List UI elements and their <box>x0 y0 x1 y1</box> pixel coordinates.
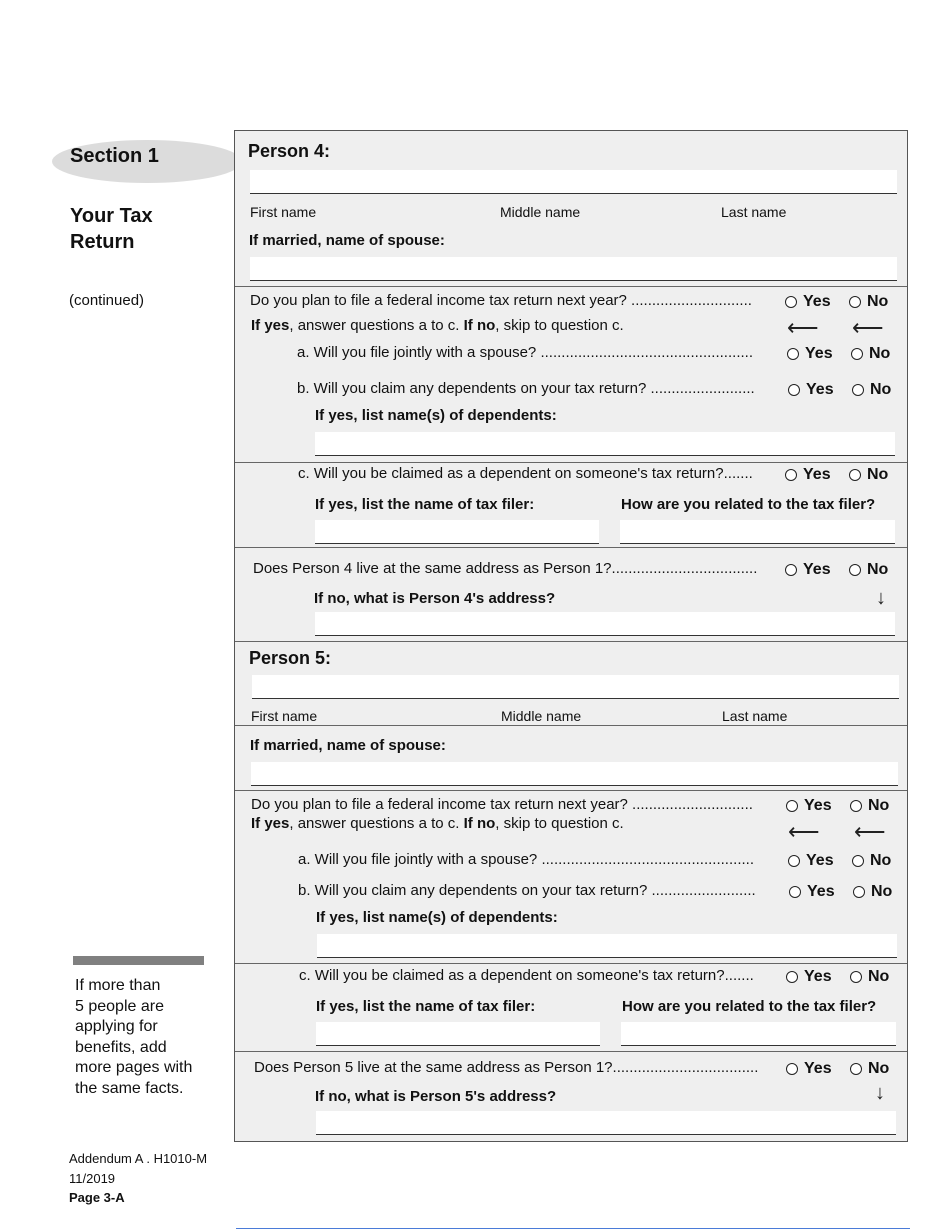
p4-file-yes-radio[interactable] <box>785 293 831 311</box>
divider <box>235 286 907 287</box>
return-arrow-icon: ⟵ <box>788 819 820 844</box>
person4-tax-filer-input[interactable] <box>315 520 599 544</box>
yes-label: Yes <box>805 345 833 362</box>
radio-circle <box>788 384 800 396</box>
yes-label: Yes <box>804 797 832 814</box>
yes-label: Yes <box>806 381 834 398</box>
person5-title: Person 5: <box>249 648 332 668</box>
bottom-rule <box>236 1228 910 1229</box>
person5-address-input[interactable] <box>316 1111 896 1135</box>
q-same-address: Does Person 4 live at the same address as Person 1?................................... <box>253 560 758 577</box>
radio-circle <box>785 469 797 481</box>
if-yes-instruction <box>251 815 624 832</box>
divider <box>235 1051 907 1052</box>
yes-label: Yes <box>804 968 832 985</box>
p5-file-yes-radio[interactable] <box>786 797 832 815</box>
p5-dependents-yes-radio[interactable] <box>789 883 835 901</box>
yes-label: Yes <box>807 883 835 900</box>
person5-spouse-input[interactable] <box>251 762 898 786</box>
no-label: No <box>870 381 892 398</box>
divider <box>235 641 907 642</box>
note-divider <box>73 956 204 965</box>
person4-name-input[interactable] <box>250 170 897 194</box>
yes-label: Yes <box>803 561 831 578</box>
no-label: No <box>867 561 889 578</box>
instr-end: , skip to question c. <box>495 815 624 832</box>
p5-file-no-radio[interactable] <box>850 797 889 815</box>
address-label: If no, what is Person 4's address? <box>314 590 556 607</box>
p4-jointly-yes-radio[interactable] <box>787 345 833 363</box>
page-number: Page 3-A <box>69 1190 125 1205</box>
q-file-jointly: a. Will you file jointly with a spouse? ................................................... <box>298 851 754 868</box>
last-name-label: Last name <box>722 708 788 724</box>
divider <box>235 790 907 791</box>
side-note-line: applying for <box>75 1018 158 1035</box>
person4-dependents-input[interactable] <box>315 432 895 456</box>
radio-circle <box>786 800 798 812</box>
p5-jointly-no-radio[interactable] <box>852 852 891 870</box>
radio-circle <box>787 348 799 360</box>
tax-filer-label: If yes, list the name of tax filer: <box>315 496 535 513</box>
p4-address-yes-radio[interactable] <box>785 561 831 579</box>
if-yes-text: If yes <box>251 317 290 334</box>
yes-label: Yes <box>803 293 831 310</box>
instr-mid: , answer questions a to c. <box>289 317 464 334</box>
p4-address-no-radio[interactable] <box>849 561 888 579</box>
q-file-return: Do you plan to file a federal income tax return next year? ............................. <box>251 796 753 813</box>
p4-claimed-yes-radio[interactable] <box>785 466 831 484</box>
no-label: No <box>867 293 889 310</box>
p5-dependents-no-radio[interactable] <box>853 883 892 901</box>
divider <box>235 462 907 463</box>
radio-circle <box>852 855 864 867</box>
first-name-label: First name <box>251 708 318 724</box>
return-arrow-icon: ⟵ <box>852 315 884 340</box>
radio-circle <box>849 296 861 308</box>
divider <box>235 963 907 964</box>
form-date: 11/2019 <box>69 1170 116 1186</box>
p5-claimed-yes-radio[interactable] <box>786 968 832 986</box>
person5-dependents-input[interactable] <box>317 934 897 958</box>
radio-circle <box>850 971 862 983</box>
radio-circle <box>850 800 862 812</box>
person5-tax-filer-input[interactable] <box>316 1022 600 1046</box>
p5-address-no-radio[interactable] <box>850 1060 889 1078</box>
side-note-line: benefits, add <box>75 1038 167 1056</box>
radio-circle <box>786 1063 798 1075</box>
address-label: If no, what is Person 5's address? <box>315 1088 557 1105</box>
no-label: No <box>867 466 889 483</box>
person4-address-input[interactable] <box>315 612 895 636</box>
q-claimed-dependent: c. Will you be claimed as a dependent on someone's tax return?....... <box>298 465 753 482</box>
return-arrow-icon: ⟵ <box>787 315 819 340</box>
q-same-address: Does Person 5 live at the same address as Person 1?................................... <box>254 1059 759 1076</box>
spouse-label: If married, name of spouse: <box>249 232 445 249</box>
radio-circle <box>785 296 797 308</box>
middle-name-label: Middle name <box>500 204 581 220</box>
radio-circle <box>849 564 861 576</box>
if-yes-text: If yes <box>251 815 290 832</box>
footer <box>69 1149 207 1208</box>
p5-claimed-no-radio[interactable] <box>850 968 889 986</box>
person5-name-input[interactable] <box>252 675 899 699</box>
continued-label: (continued) <box>69 292 145 309</box>
no-label: No <box>869 345 891 362</box>
person5-relationship-input[interactable] <box>621 1022 896 1046</box>
related-label: How are you related to the tax filer? <box>621 496 876 513</box>
radio-circle <box>789 886 801 898</box>
side-note-line: more pages with <box>75 1059 193 1076</box>
p4-dependents-yes-radio[interactable] <box>788 381 834 399</box>
p5-jointly-yes-radio[interactable] <box>788 852 834 870</box>
down-arrow-icon: ↓ <box>876 587 886 609</box>
q-claim-dependents: b. Will you claim any dependents on your tax return? ......................... <box>297 380 755 397</box>
section-label: Section 1 <box>70 145 159 167</box>
related-label: How are you related to the tax filer? <box>622 998 877 1015</box>
if-no-text: If no <box>463 317 496 334</box>
p4-claimed-no-radio[interactable] <box>849 466 888 484</box>
sidebar-heading-line2: Return <box>70 231 135 253</box>
no-label: No <box>868 968 890 985</box>
radio-circle <box>849 469 861 481</box>
no-label: No <box>871 883 893 900</box>
yes-label: Yes <box>806 852 834 869</box>
person4-relationship-input[interactable] <box>620 520 895 544</box>
spouse-label: If married, name of spouse: <box>250 737 446 754</box>
middle-name-label: Middle name <box>501 708 582 724</box>
first-name-label: First name <box>250 204 317 220</box>
side-note <box>75 976 225 1099</box>
sidebar-heading <box>70 203 220 255</box>
person4-spouse-input[interactable] <box>250 257 897 281</box>
tax-filer-label: If yes, list the name of tax filer: <box>316 998 536 1015</box>
down-arrow-icon: ↓ <box>875 1082 885 1104</box>
yes-label: Yes <box>803 466 831 483</box>
person4-title: Person 4: <box>248 141 331 161</box>
divider <box>235 547 907 548</box>
p4-jointly-no-radio[interactable] <box>851 345 890 363</box>
radio-circle <box>786 971 798 983</box>
return-arrow-icon: ⟵ <box>854 819 886 844</box>
radio-circle <box>851 348 863 360</box>
radio-circle <box>785 564 797 576</box>
radio-circle <box>853 886 865 898</box>
radio-circle <box>788 855 800 867</box>
last-name-label: Last name <box>721 204 787 220</box>
no-label: No <box>868 797 890 814</box>
if-yes-instruction <box>251 317 624 334</box>
instr-end: , skip to question c. <box>495 317 624 334</box>
p4-file-no-radio[interactable] <box>849 293 888 311</box>
no-label: No <box>868 1060 890 1077</box>
no-label: No <box>870 852 892 869</box>
divider <box>235 725 907 726</box>
dependents-label: If yes, list name(s) of dependents: <box>315 407 557 424</box>
if-no-text: If no <box>463 815 496 832</box>
q-file-return: Do you plan to file a federal income tax return next year? ............................. <box>250 292 752 309</box>
p5-address-yes-radio[interactable] <box>786 1060 832 1078</box>
q-claimed-dependent: c. Will you be claimed as a dependent on someone's tax return?....... <box>299 967 754 984</box>
side-note-line: the same facts. <box>75 1079 184 1097</box>
dependents-label: If yes, list name(s) of dependents: <box>316 909 558 926</box>
side-note-line: If more than <box>75 977 161 994</box>
form-id: Addendum A . H1010-M <box>69 1151 208 1166</box>
p4-dependents-no-radio[interactable] <box>852 381 891 399</box>
radio-circle <box>852 384 864 396</box>
yes-label: Yes <box>804 1060 832 1077</box>
form-frame <box>234 130 908 1142</box>
instr-mid: , answer questions a to c. <box>289 815 464 832</box>
q-claim-dependents: b. Will you claim any dependents on your tax return? ......................... <box>298 882 756 899</box>
side-note-line: 5 people are <box>75 997 164 1015</box>
radio-circle <box>850 1063 862 1075</box>
sidebar-heading-line1: Your Tax <box>70 205 153 227</box>
q-file-jointly: a. Will you file jointly with a spouse? ................................................... <box>297 344 753 361</box>
